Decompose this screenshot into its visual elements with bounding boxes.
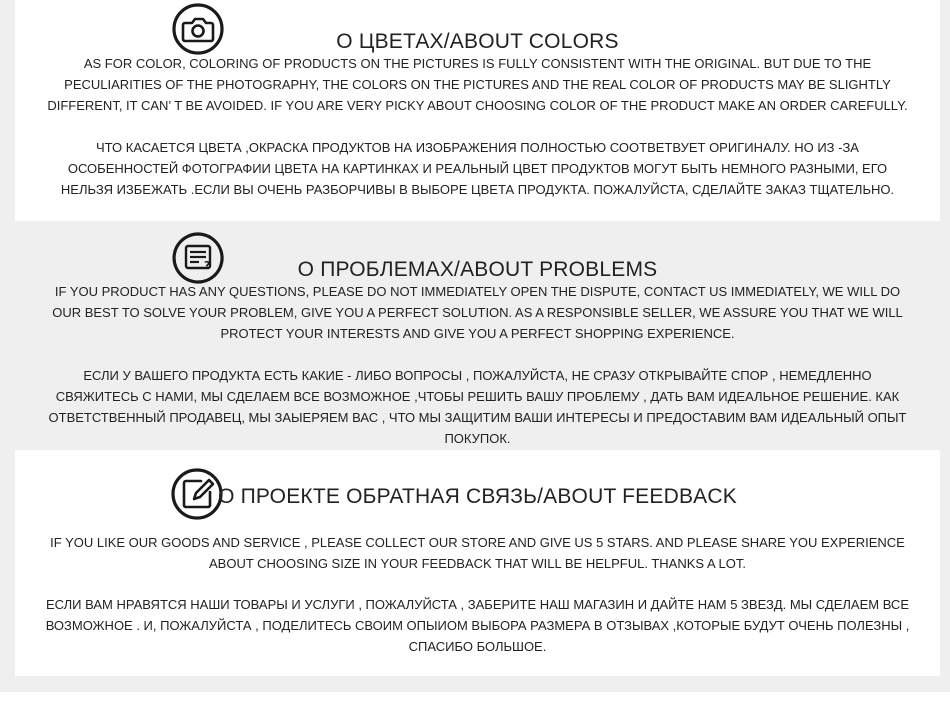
section-russian-text: ЕСЛИ ВАМ НРАВЯТСЯ НАШИ ТОВАРЫ И УСЛУГИ , ПОЖАЛУЙСТА , ЗАБЕРИТЕ НАШ МАГАЗИН И ДАЙТЕ НАМ 5 ЗВЕЗД. МЫ СДЕЛАЕМ ВСЕ ВОЗМОЖНОЕ . И, ПОЖАЛУЙСТА , ПОДЕЛИТЕСЬ СВОИМ ОПЫИОМ ВЫБОРА РАЗМЕРА В ОТЗЫВАХ ,КОТОРЫЕ БУДУТ ОЧЕНЬ ПОЛЕЗНЫ , СПАСИБО БОЛЬШОЕ. [45,597,910,654]
section-english-text: IF YOU LIKE OUR GOODS AND SERVICE , PLEASE COLLECT OUR STORE AND GIVE US 5 STARS. AND PLEASE SHARE YOU EXPERIENCE ABOUT CHOOSING SIZE IN YOUR FEEDBACK THAT WILL BE HELPFUL. THANKS A LOT. [50,535,905,571]
section-about-colors [15,0,940,221]
section-about-feedback [15,450,940,676]
section-english-text: AS FOR COLOR, COLORING OF PRODUCTS ON THE PICTURES IS FULLY CONSISTENT WITH THE ORIGINAL. BUT DUE TO THE PECULIARITIES OF THE PHOTOGRAPHY, THE COLORS ON THE PICTURES AND THE REAL COLOR OF PRODUCTS MAY BE SLIGHTLY DIFFERENT, IT CAN’ T BE AVOIDED. IF YOU ARE VERY PICKY ABOUT CHOOSING COLOR OF THE PRODUCT MAKE AN ORDER CAREFULLY. [47,56,908,113]
svg-text:?: ? [204,259,211,272]
section-about-problems [15,221,940,450]
section-russian-text: ЕСЛИ У ВАШЕГО ПРОДУКТА ЕСТЬ КАКИЕ - ЛИБО ВОПРОСЫ , ПОЖАЛУЙСТА, НЕ СРАЗУ ОТКРЫВАЙТЕ СПОР , НЕМЕДЛЕННО СВЯЖИТЕСЬ С НАМИ, МЫ СДЕЛАЕМ ВСЕ ВОЗМОЖНОЕ ,ЧТОБЫ РЕШИТЬ ВАШУ ПРОБЛЕМУ , ДАТЬ ВАМ ИДЕАЛЬНОЕ РЕШЕНИЕ. КАК ОТВЕТСТВЕННЫЙ ПРОДАВЕЦ, МЫ ЗАЫЕРЯЕМ ВАС , ЧТО МЫ ЗАЩИТИМ ВАШИ ИНТЕРЕСЫ И ПРЕДОСТАВИМ ВАМ ИДЕАЛЬНЫЙ ОПЫТ ПОКУПОК. [48,368,907,446]
section-english-text: IF YOU PRODUCT HAS ANY QUESTIONS, PLEASE DO NOT IMMEDIATELY OPEN THE DISPUTE, CONTACT US IMMEDIATELY, WE WILL DO OUR BEST TO SOLVE YOUR PROBLEM, GIVE YOU A PERFECT SOLUTION. AS A RESPONSIBLE SELLER, WE ASSURE YOU THAT WE WILL PROTECT YOUR INTERESTS AND GIVE YOU A PERFECT SHOPPING EXPERIENCE. [52,284,903,341]
section-title: О ПРОБЛЕМАХ/ABOUT PROBLEMS [297,258,658,281]
section-title: О ПРОЕКТЕ ОБРАТНАЯ СВЯЗЬ/ABOUT FEEDBACK [218,485,737,508]
section-title: О ЦВЕТАХ/ABOUT COLORS [336,30,619,53]
section-russian-text: ЧТО КАСАЕТСЯ ЦВЕТА ,ОКРАСКА ПРОДУКТОВ НА ИЗОБРАЖЕНИЯ ПОЛНОСТЬЮ СООТВЕТВУЕТ ОРИГИНАЛУ. НО ИЗ -ЗА ОСОБЕННОСТЕЙ ФОТОГРАФИИ ЦВЕТА НА КАРТИНКАХ И РЕАЛЬНЫЙ ЦВЕТ ПРОДУКТОВ МОГУТ БЫТЬ НЕМНОГО РАЗНЫМИ, ЕГО НЕЛЬЗЯ ИЗБЕЖАТЬ .ЕСЛИ ВЫ ОЧЕНЬ РАЗБОРЧИВЫ В ВЫБОРЕ ЦВЕТА ПРОДУКТА. ПОЖАЛУЙСТА, СДЕЛАЙТЕ ЗАКАЗ ТЩАТЕЛЬНО. [60,140,895,197]
